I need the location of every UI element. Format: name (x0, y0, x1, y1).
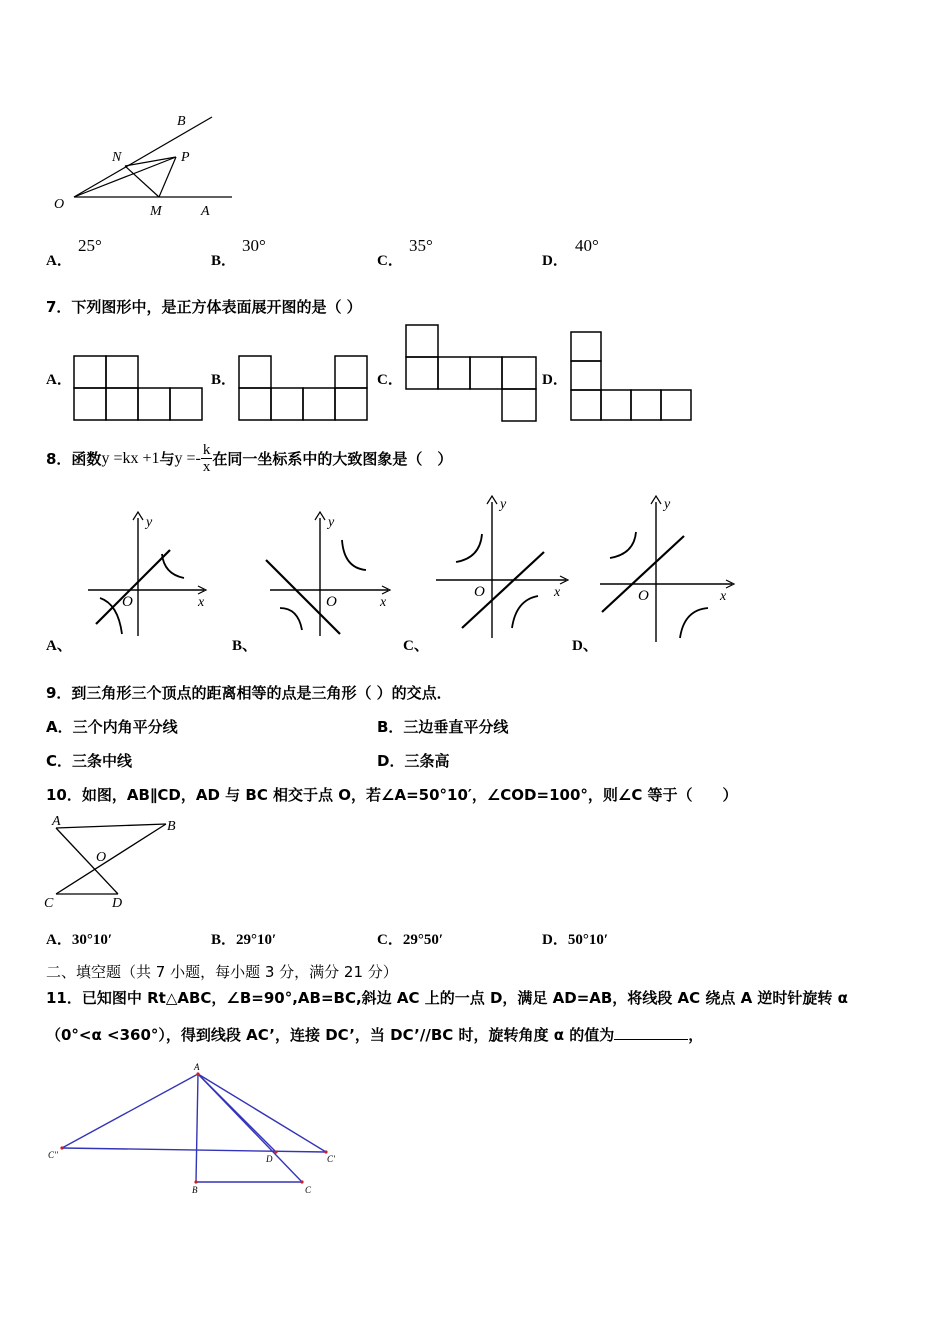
q6-label-P: P (181, 150, 190, 165)
q6-label-O: O (54, 197, 65, 212)
q11-line-2 (46, 1024, 703, 1045)
q10-label-C: C (44, 896, 54, 911)
q8-graph-b (262, 508, 397, 638)
q9-option-a: A．三个内角平分线 (46, 718, 178, 736)
q8-d-x-label: x (720, 589, 727, 604)
q10-option-b: B．29°10′ (211, 932, 277, 948)
q6-option-b-letter: B． (211, 253, 237, 269)
q8-a-origin: O (122, 594, 133, 610)
q8-option-a: A、 (46, 638, 72, 654)
q11-label-C: C (305, 1185, 312, 1195)
q11-line-2-text: （0°<α <360°），得到线段 AC’，连接 DC’，当 DC’//BC 时，旋转角度 α 的值为 (46, 1026, 615, 1044)
q11-label-B: B (192, 1185, 198, 1195)
q6-label-B: B (177, 114, 186, 129)
q9-text: 9．到三角形三个顶点的距离相等的点是三角形（ ）的交点． (46, 684, 452, 702)
q8-d-origin: O (638, 588, 649, 604)
q7-net-d (570, 331, 694, 423)
q7-net-b (238, 355, 370, 421)
q10-option-a: A．30°10′ (46, 932, 113, 948)
q8-c-y-label: y (500, 497, 507, 512)
q7-net-a (73, 355, 205, 421)
q7-net-c (405, 324, 541, 422)
q8-option-c: C、 (403, 638, 429, 654)
q6-label-A: A (201, 204, 210, 219)
q10-option-d: D．50°10′ (542, 932, 609, 948)
q8-b-origin: O (326, 594, 337, 610)
q10-text: 10．如图，AB∥CD，AD 与 BC 相交于点 O，若∠A=50°10′，∠COD=100°，则∠C 等于（ ） (46, 786, 738, 804)
q9-option-c: C．三条中线 (46, 752, 133, 770)
section-2-title: 二、填空题（共 7 小题，每小题 3 分，满分 21 分） (46, 963, 398, 981)
q8-graph-a (80, 508, 215, 638)
q7-option-c: C． (377, 372, 403, 388)
q8-prefix: 8．函数 (46, 450, 102, 468)
q8-fraction (201, 442, 213, 475)
q6-option-a-value: 25° (78, 236, 102, 255)
q8-b-x-label: x (380, 595, 387, 610)
q10-label-D: D (112, 896, 123, 911)
q9-option-b: B．三边垂直平分线 (377, 718, 509, 736)
q6-option-c-letter: C． (377, 253, 403, 269)
q8-b-y-label: y (328, 515, 335, 530)
q11-figure (48, 1060, 348, 1200)
q11-label-C1: C' (327, 1154, 335, 1164)
q8-fraction-den: x (202, 459, 211, 475)
q8-graph-d (596, 492, 741, 644)
q11-label-D: D (266, 1154, 273, 1164)
q10-label-O: O (96, 850, 107, 865)
q10-label-A: A (52, 814, 61, 829)
q8-a-x-label: x (198, 595, 205, 610)
q8-d-y-label: y (664, 497, 671, 512)
q8-option-d: D、 (572, 638, 598, 654)
q11-line-1: 11．已知图中 Rt△ABC，∠B=90°,AB=BC,斜边 AC 上的一点 D，满足 AD=AB，将线段 AC 绕点 A 逆时针旋转 α (46, 989, 848, 1007)
q8-c-origin: O (474, 584, 485, 600)
q7-option-b: B． (211, 372, 237, 388)
q6-figure (48, 108, 248, 220)
q6-label-N: N (112, 150, 122, 165)
q10-option-c: C．29°50′ (377, 932, 444, 948)
q7-option-a: A． (46, 372, 72, 388)
q6-option-c-value: 35° (409, 236, 433, 255)
q8-function-1: y =kx +1 (101, 449, 160, 467)
q8-suffix: 在同一坐标系中的大致图象是（ ） (212, 450, 453, 468)
q8-a-y-label: y (146, 515, 153, 530)
q8-c-x-label: x (554, 585, 561, 600)
q11-line-2-end: ， (688, 1026, 704, 1044)
q6-option-d-value: 40° (575, 236, 599, 255)
q10-label-B: B (167, 819, 176, 834)
q6-option-b-value: 30° (242, 236, 266, 255)
q10-figure (44, 812, 184, 912)
q8-graph-c (432, 492, 577, 640)
q9-option-d: D．三条高 (377, 752, 450, 770)
q8-mid: 与 (159, 450, 175, 468)
q11-answer-blank (614, 1025, 688, 1040)
q8-fraction-num: k (202, 442, 211, 458)
q8-function-2-left: y =- (174, 449, 201, 467)
q6-label-M: M (150, 204, 162, 219)
q6-option-a-letter: A． (46, 253, 72, 269)
q7-text: 7．下列图形中，是正方体表面展开图的是（ ） (46, 298, 362, 316)
q7-option-d: D． (542, 372, 568, 388)
q11-label-A: A (194, 1062, 200, 1072)
q8-text (46, 442, 452, 475)
q6-option-d-letter: D． (542, 253, 568, 269)
q11-label-C2: C'' (48, 1150, 58, 1160)
q8-option-b: B、 (232, 638, 258, 654)
